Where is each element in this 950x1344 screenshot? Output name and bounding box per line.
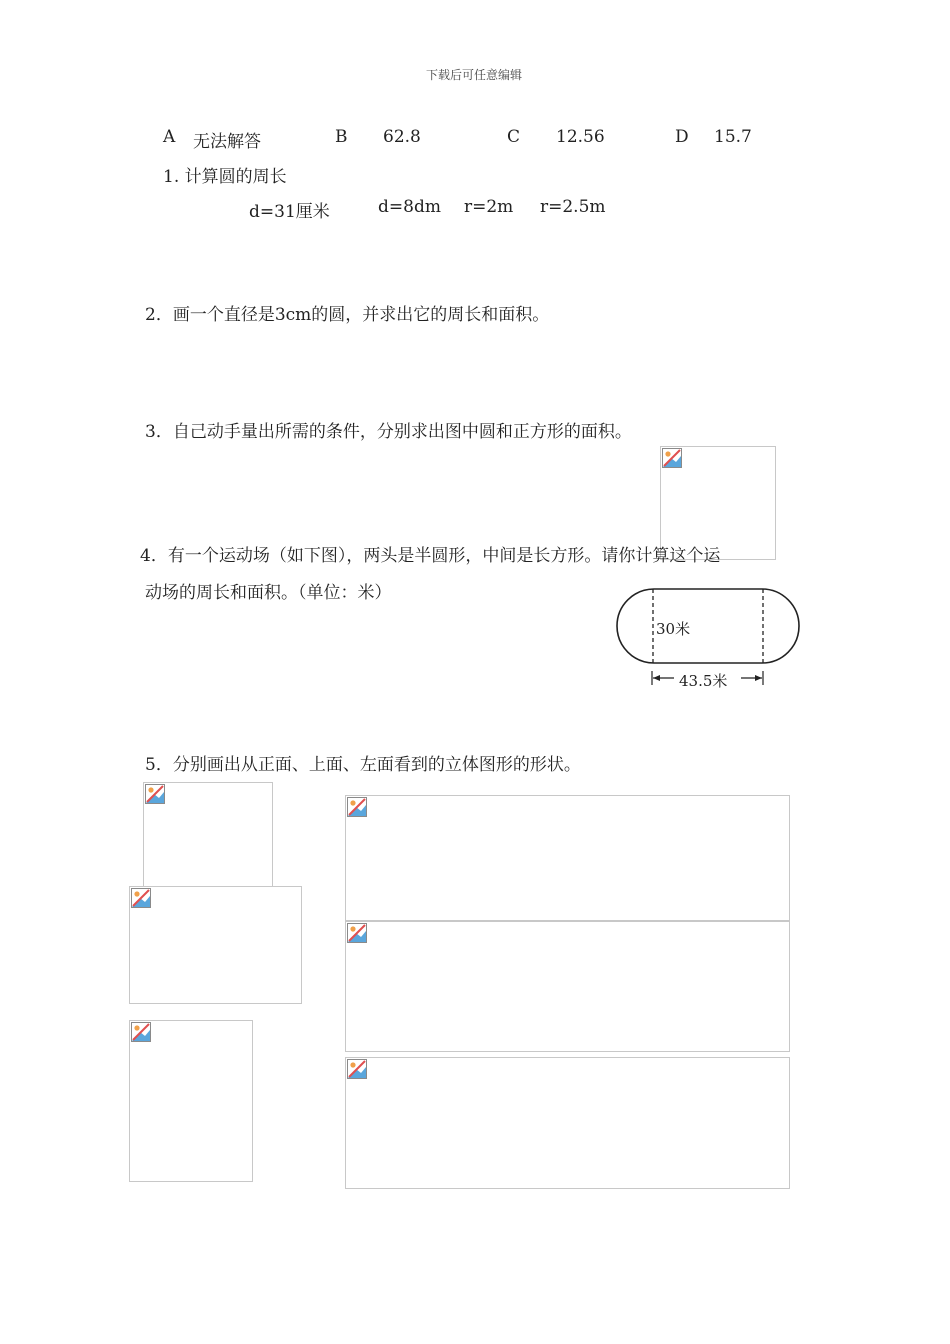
choice-letter: D (675, 127, 689, 147)
width-label: 43.5米 (679, 672, 728, 690)
choice-value: 无法解答 (193, 132, 261, 152)
q5-solid-figure-1-image (143, 782, 273, 895)
choice-letter: C (507, 127, 521, 147)
broken-image-icon (346, 796, 368, 818)
track-outline (617, 589, 799, 663)
broken-image-icon (346, 1058, 368, 1080)
q5-solid-figure-3-image (129, 1020, 253, 1182)
track-diagram (612, 584, 806, 694)
choice-value: 12.56 (556, 127, 605, 147)
q1-item: r=2.5m (540, 197, 606, 217)
q1-item: r=2m (464, 197, 514, 217)
choice-value: 15.7 (714, 127, 752, 147)
q5-answer-grid-2-image (345, 921, 790, 1052)
question-5: 5．分别画出从正面、上面、左面看到的立体图形的形状。 (145, 755, 581, 775)
q1-item: d=8dm (378, 197, 441, 217)
question-4-line-2: 动场的周长和面积。（单位：米） (145, 583, 392, 603)
question-2: 2．画一个直径是3cm的圆，并求出它的周长和面积。 (145, 305, 550, 325)
q5-answer-grid-1-image (345, 795, 790, 921)
height-label: 30米 (656, 620, 691, 638)
choice-value: 62.8 (383, 127, 421, 147)
broken-image-icon (661, 447, 683, 469)
page-header: 下载后可任意编辑 (426, 68, 523, 82)
choice-letter: B (335, 127, 348, 147)
q1-item: d=31厘米 (249, 202, 330, 222)
broken-image-icon (346, 922, 368, 944)
choice-letter: A (163, 127, 176, 147)
broken-image-icon (144, 783, 166, 805)
q5-solid-figure-2-image (129, 886, 302, 1004)
broken-image-icon (130, 887, 152, 909)
question-4-line-1: 4．有一个运动场（如下图），两头是半圆形，中间是长方形。请你计算这个运 (140, 546, 721, 566)
question-1-title: 1. 计算圆的周长 (163, 167, 287, 187)
q5-answer-grid-3-image (345, 1057, 790, 1189)
question-3: 3．自己动手量出所需的条件，分别求出图中圆和正方形的面积。 (145, 422, 632, 442)
broken-image-icon (130, 1021, 152, 1043)
